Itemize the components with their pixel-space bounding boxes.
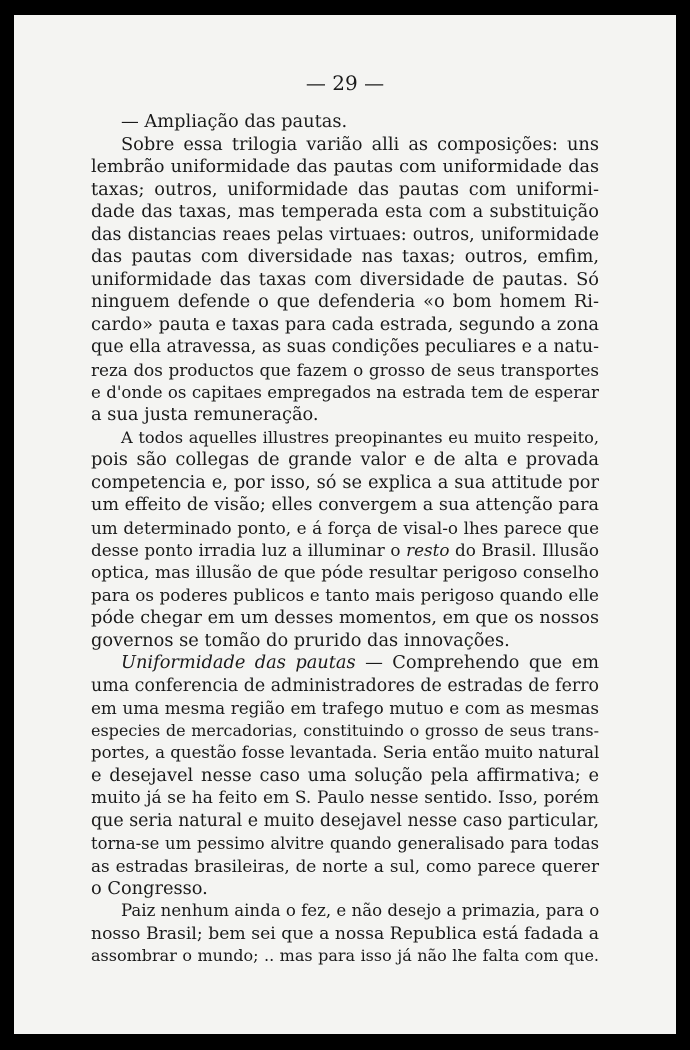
text-line: uniformidade das taxas com diversidade de pautas. Só [91, 268, 599, 290]
text-line: o Congresso. [91, 877, 208, 899]
text-line: que ella atravessa, as suas condições peculiares e a natu- [91, 337, 599, 358]
text-line: A todos aquelles illustres preopinantes eu muito respeito, [121, 427, 599, 447]
text-line: póde chegar em um desses momentos, em que os nossos [91, 608, 599, 629]
text-line: pois são collegas de grande valor e de alta e provada [91, 449, 599, 471]
text-line: ninguem defende o que defenderia «o bom homem Ri- [91, 291, 599, 313]
text-line: assombrar o mundo; .. mas para isso já não lhe falta com que. [91, 946, 599, 966]
text-line: Sobre essa trilogia varião alli as composições: uns [121, 133, 599, 155]
section-heading: Uniformidade das pautas [121, 652, 356, 674]
text-line: torna-se um pessimo alvitre quando generalisado para todas [91, 833, 599, 853]
page-number: — 29 — [305, 71, 385, 95]
text-line: especies de mercadorias, constituindo o grosso de seus trans- [91, 720, 599, 740]
text-line: e d'onde os capitaes empregados na estrada tem de esperar [91, 382, 599, 402]
text-segment: do Brasil. Illusão [449, 540, 599, 561]
text-line: dade das taxas, mas temperada esta com a substituição [91, 201, 599, 223]
section-heading-line [91, 652, 599, 675]
text-line: das pautas com diversidade nas taxas; outros, emfim, [91, 246, 599, 268]
text-line: reza dos productos que fazem o grosso de seus transportes [91, 360, 599, 381]
text-line: nosso Brasil; bem sei que a nossa Republica está fadada a [91, 923, 599, 944]
text-line: para os poderes publicos e tanto mais perigoso quando elle [91, 585, 599, 606]
text-line: das distancias reaes pelas virtuaes: outros, uniformidade [91, 224, 599, 245]
text-line: governos se tomão do prurido das innovações. [91, 629, 510, 651]
text-line: muito já se ha feito em S. Paulo nesse sentido. Isso, porém [91, 788, 599, 809]
text-line: taxas; outros, uniformidade das pautas com uniformi- [91, 178, 599, 200]
body-text [91, 111, 599, 968]
text-line: lembrão uniformidade das pautas com uniformidade das [91, 157, 599, 178]
text-line: — Ampliação das pautas. [121, 111, 348, 132]
text-line: que seria natural e muito desejavel nesse caso particular, [91, 810, 599, 831]
text-line: as estradas brasileiras, de norte a sul, como parece querer [91, 856, 599, 877]
text-line: uma conferencia de administradores de estradas de ferro [91, 675, 599, 696]
text-line: e desejavel nesse caso uma solução pela affirmativa; e [91, 764, 599, 786]
text-line: em uma mesma região em trafego mutuo e com as mesmas [91, 698, 599, 719]
text-segment: — Comprehendo que em [355, 652, 599, 674]
text-line: um determinado ponto, e á força de visal-o lhes parece que [91, 517, 599, 538]
text-line: competencia e, por isso, só se explica a sua attitude por [91, 471, 599, 493]
book-page [14, 15, 676, 1034]
text-line: cardo» pauta e taxas para cada estrada, segundo a zona [91, 313, 600, 335]
text-segment: desse ponto irradia luz a illuminar o [91, 540, 407, 561]
text-line: portes, a questão fosse levantada. Seria então muito natural [91, 743, 600, 763]
text-line: a sua justa remuneração. [91, 404, 319, 426]
text-line: Paiz nenhum ainda o fez, e não desejo a primazia, para o [121, 901, 600, 921]
text-line: optica, mas illusão de que póde resultar perigoso conselho [91, 562, 599, 583]
italic-word: resto [406, 540, 450, 561]
text-line-with-italic [91, 539, 599, 562]
text-line: um effeito de visão; elles convergem a sua attenção para [91, 495, 599, 516]
